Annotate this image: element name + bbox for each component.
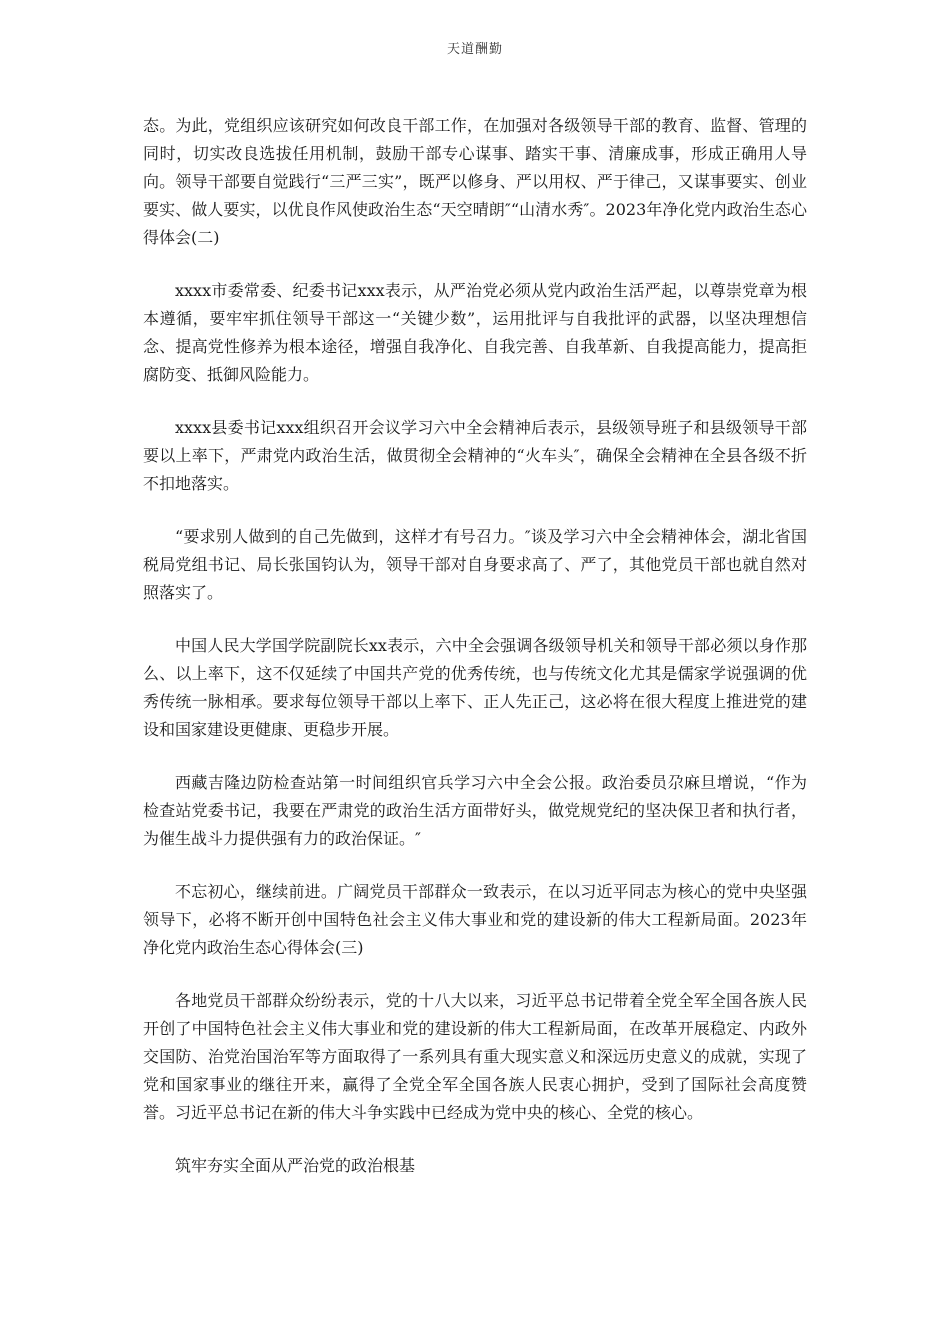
- paragraph-5: 中国人民大学国学院副院长xx表示，六中全会强调各级领导机关和领导干部必须以身作那么、以上率下，这不仅延续了中国共产党的优秀传统，也与传统文化尤其是儒家学说强调的优秀传统一脉相承。要求每位领导干部以上率下、正人先正己，这必将在很大程度上推进党的建设和国家建设更健康、更稳步开展。: [143, 636, 807, 739]
- paragraph-8: 各地党员干部群众纷纷表示，党的十八大以来，习近平总书记带着全党全军全国各族人民开创了中国特色社会主义伟大事业和党的建设新的伟大工程新局面，在改革开展稳定、内政外交国防、治党治国治军等方面取得了一系列具有重大现实意义和深远历史意义的成就，实现了党和国家事业的继往开来，赢得了全党全军全国各族人民衷心拥护，受到了国际社会高度赞誉。习近平总书记在新的伟大斗争实践中已经成为党中央的核心、全党的核心。: [143, 991, 807, 1122]
- paragraph-1: 态。为此，党组织应该研究如何改良干部工作，在加强对各级领导干部的教育、监督、管理的同时，切实改良选拔任用机制，鼓励干部专心谋事、踏实干事、清廉成事，形成正确用人导向。领导干部要自觉践行“三严三实”，既严以修身、严以用权、严于律己，又谋事要实、创业要实、做人要实，以优良作风使政治生态“天空晴朗″“山清水秀″。2023年净化党内政治生态心得体会(二): [143, 116, 807, 247]
- paragraph-4: “要求别人做到的自己先做到，这样才有号召力。″谈及学习六中全会精神体会，湖北省国税局党组书记、局长张国钧认为，领导干部对自身要求高了、严了，其他党员干部也就自然对照落实了。: [143, 527, 807, 602]
- page-header: 天道酬勤: [446, 42, 503, 57]
- paragraph-9: 筑牢夯实全面从严治党的政治根基: [175, 1156, 416, 1175]
- document-body: [143, 112, 807, 1205]
- paragraph-7: 不忘初心，继续前进。广阔党员干部群众一致表示，在以习近平同志为核心的党中央坚强领导下，必将不断开创中国特色社会主义伟大事业和党的建设新的伟大工程新局面。2023年净化党内政治生态心得体会(三): [143, 882, 807, 957]
- paragraph-2: xxxx市委常委、纪委书记xxx表示，从严治党必须从党内政治生活严起，以尊崇党章为根本遵循，要牢牢抓住领导干部这一“关键少数”，运用批评与自我批评的武器，以坚决理想信念、提高党性修养为根本途径，增强自我净化、自我完善、自我革新、自我提高能力，提高拒腐防变、抵御风险能力。: [143, 281, 807, 384]
- paragraph-6: 西藏吉隆边防检查站第一时间组织官兵学习六中全会公报。政治委员尕麻旦增说，“作为检查站党委书记，我要在严肃党的政治生活方面带好头，做党规党纪的坚决保卫者和执行者，为催生战斗力提供强有力的政治保证。″: [143, 773, 807, 848]
- paragraph-3: xxxx县委书记xxx组织召开会议学习六中全会精神后表示，县级领导班子和县级领导干部要以上率下，严肃党内政治生活，做贯彻全会精神的“火车头″，确保全会精神在全县各级不折不扣地落实。: [143, 418, 807, 493]
